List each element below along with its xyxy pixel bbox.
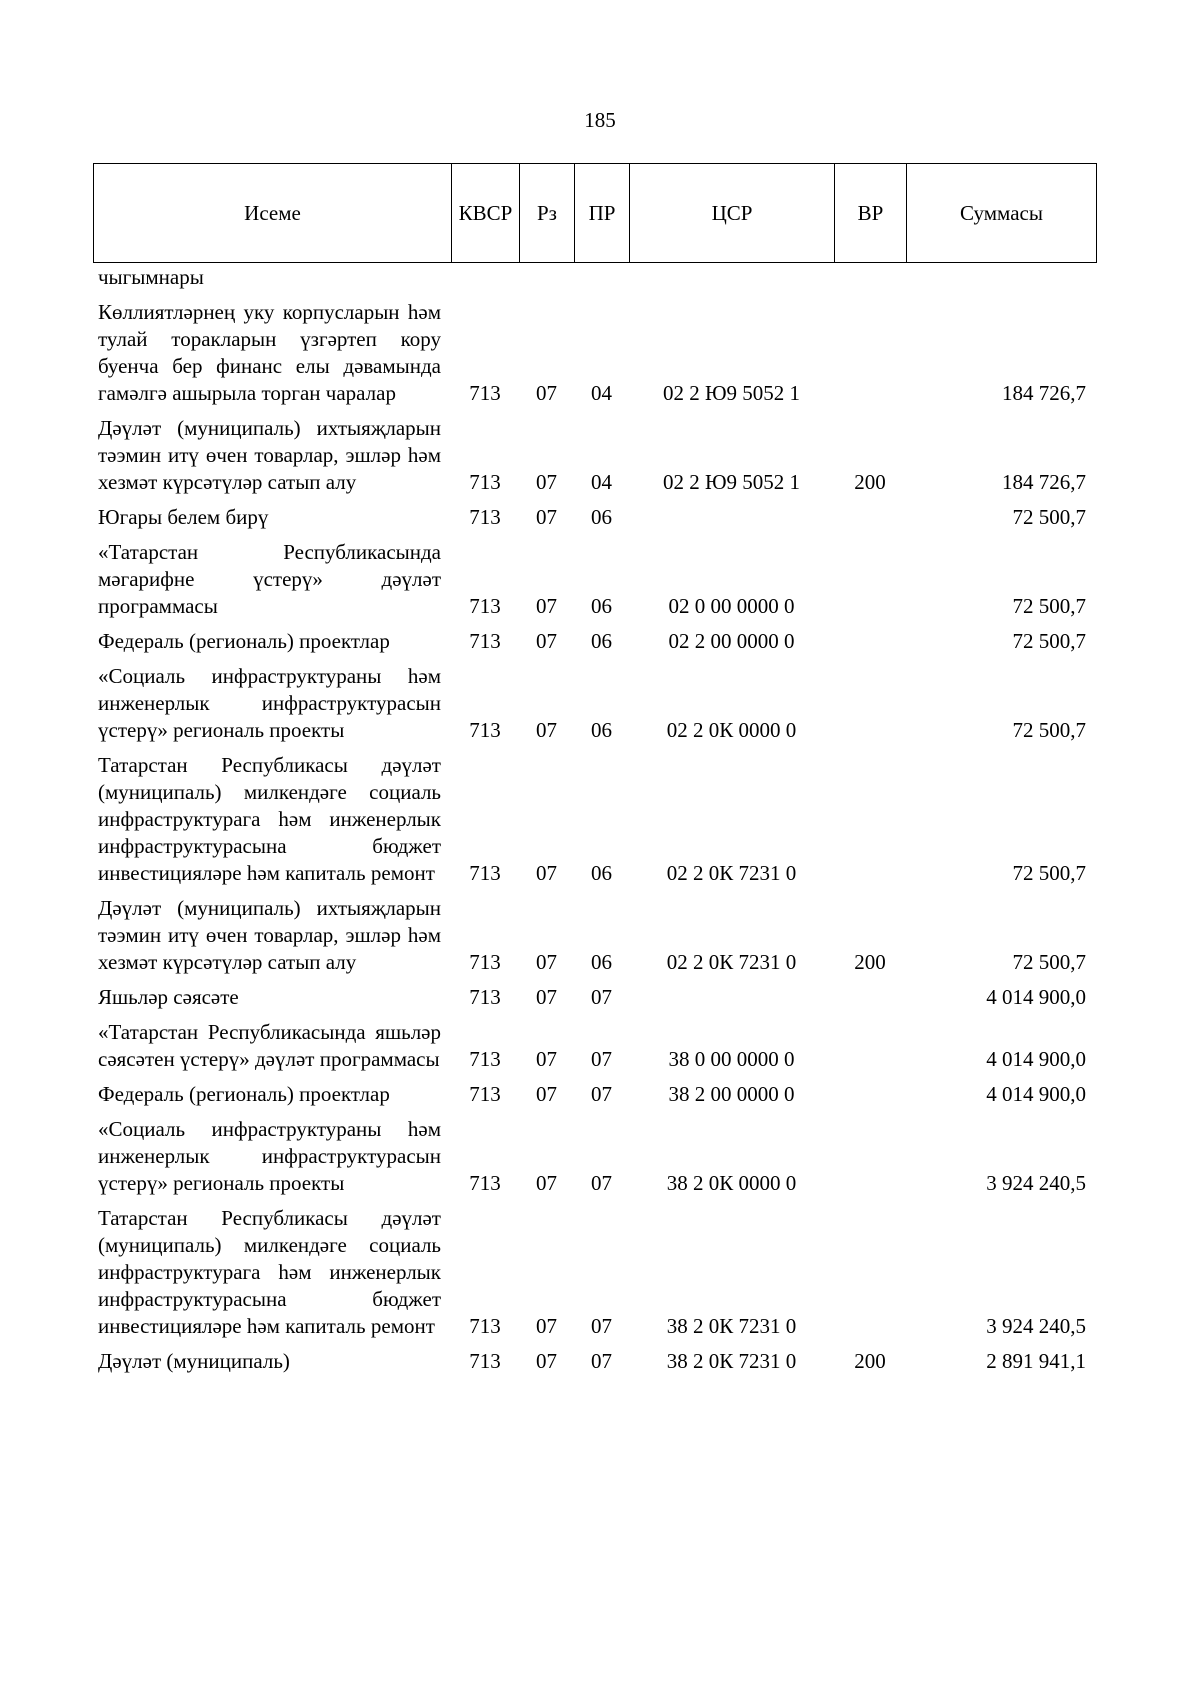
row-name: «Татарстан Республикасында яшьләр сәясәтен үстерү» дәүләт программасы bbox=[98, 1020, 441, 1071]
row-kvsr: 713 bbox=[469, 594, 501, 618]
row-vr bbox=[834, 624, 906, 659]
row-pr: 06 bbox=[591, 950, 612, 974]
row-name: Көллиятләрнең уку корпусларын һәм тулай торакларын үзгәртеп кору буенча бер финанс елы дәвамында гамәлгә ашырыла торган чаралар bbox=[98, 300, 441, 405]
row-kvsr: 713 bbox=[469, 1314, 501, 1338]
row-name: Яшьләр сәясәте bbox=[98, 985, 239, 1009]
row-vr: 200 bbox=[854, 950, 886, 974]
row-pr: 06 bbox=[591, 718, 612, 742]
table-header bbox=[93, 163, 1097, 263]
row-sum: 72 500,7 bbox=[1012, 861, 1086, 885]
row-kvsr: 713 bbox=[469, 1171, 501, 1195]
page-number: 185 bbox=[584, 108, 616, 132]
table-row bbox=[93, 659, 1096, 748]
row-vr bbox=[834, 1201, 906, 1344]
row-vr bbox=[834, 980, 906, 1015]
row-tsr: 02 2 0К 0000 0 bbox=[666, 718, 797, 742]
row-vr bbox=[834, 295, 906, 411]
row-name: Татарстан Республикасы дәүләт (муниципаль) милкендәге социаль инфраструктурага һәм инженерлык инфраструктурасына бюджет инвестицияләре һәм капиталь ремонт bbox=[98, 1206, 441, 1338]
row-name: чыгымнары bbox=[98, 265, 204, 289]
row-rz: 07 bbox=[536, 594, 557, 618]
table-row bbox=[93, 1077, 1096, 1112]
row-rz: 07 bbox=[536, 718, 557, 742]
row-tsr: 38 2 0К 0000 0 bbox=[666, 1171, 797, 1195]
row-name: «Социаль инфраструктураны һәм инженерлык инфраструктурасын үстерү» региональ проекты bbox=[98, 1117, 441, 1195]
row-pr: 07 bbox=[591, 1047, 612, 1071]
row-kvsr: 713 bbox=[469, 950, 501, 974]
row-name: Югары белем бирү bbox=[98, 505, 269, 529]
row-tsr bbox=[629, 980, 834, 1015]
row-name: Дәүләт (муниципаль) ихтыяҗларын тәэмин итү өчен товарлар, эшләр һәм хезмәт күрсәтүләр сатып алу bbox=[98, 416, 441, 494]
row-sum: 3 924 240,5 bbox=[986, 1314, 1086, 1338]
row-kvsr: 713 bbox=[469, 1082, 501, 1106]
row-kvsr: 713 bbox=[469, 1349, 501, 1373]
row-rz: 07 bbox=[536, 1171, 557, 1195]
row-pr: 07 bbox=[591, 1349, 612, 1373]
header-vr: ВР bbox=[835, 164, 907, 263]
row-kvsr: 713 bbox=[469, 470, 501, 494]
row-rz bbox=[519, 264, 574, 295]
row-kvsr: 713 bbox=[469, 505, 501, 529]
row-kvsr: 713 bbox=[469, 629, 501, 653]
row-sum: 72 500,7 bbox=[1012, 950, 1086, 974]
row-name: Федераль (региональ) проектлар bbox=[98, 1082, 390, 1106]
row-sum: 184 726,7 bbox=[1002, 470, 1086, 494]
row-kvsr: 713 bbox=[469, 381, 501, 405]
row-kvsr: 713 bbox=[469, 985, 501, 1009]
row-pr: 04 bbox=[591, 470, 612, 494]
row-name: «Социаль инфраструктураны һәм инженерлык инфраструктурасын үстерү» региональ проекты bbox=[98, 664, 441, 742]
row-rz: 07 bbox=[536, 861, 557, 885]
table-row bbox=[93, 624, 1096, 659]
row-tsr: 02 2 00 0000 0 bbox=[668, 629, 795, 653]
row-vr: 200 bbox=[854, 470, 886, 494]
table-row bbox=[93, 1112, 1096, 1201]
row-tsr: 02 2 Ю9 5052 1 bbox=[662, 381, 801, 405]
row-kvsr: 713 bbox=[469, 718, 501, 742]
row-rz: 07 bbox=[536, 629, 557, 653]
row-sum: 4 014 900,0 bbox=[986, 1082, 1086, 1106]
header-pr: ПР bbox=[575, 164, 630, 263]
table-row bbox=[93, 535, 1096, 624]
row-sum: 72 500,7 bbox=[1012, 718, 1086, 742]
table-row bbox=[93, 1201, 1096, 1344]
budget-table bbox=[93, 264, 1096, 1379]
row-rz: 07 bbox=[536, 381, 557, 405]
row-sum: 184 726,7 bbox=[1002, 381, 1086, 405]
row-pr: 07 bbox=[591, 1314, 612, 1338]
row-name: Татарстан Республикасы дәүләт (муниципаль) милкендәге социаль инфраструктурага һәм инженерлык инфраструктурасына бюджет инвестицияләре һәм капиталь ремонт bbox=[98, 753, 441, 885]
row-kvsr: 713 bbox=[469, 1047, 501, 1071]
row-pr: 07 bbox=[591, 1082, 612, 1106]
table-row bbox=[93, 500, 1096, 535]
row-tsr: 02 0 00 0000 0 bbox=[668, 594, 795, 618]
row-rz: 07 bbox=[536, 505, 557, 529]
row-tsr: 38 2 0К 7231 0 bbox=[666, 1349, 797, 1373]
row-tsr: 38 0 00 0000 0 bbox=[668, 1047, 795, 1071]
row-tsr: 38 2 0К 7231 0 bbox=[666, 1314, 797, 1338]
row-pr bbox=[574, 264, 629, 295]
row-name: Дәүләт (муниципаль) bbox=[98, 1349, 290, 1373]
table-row bbox=[93, 1015, 1096, 1077]
row-vr bbox=[834, 535, 906, 624]
row-vr bbox=[834, 748, 906, 891]
row-rz: 07 bbox=[536, 1047, 557, 1071]
row-vr bbox=[834, 1077, 906, 1112]
row-pr: 06 bbox=[591, 629, 612, 653]
header-name: Исеме bbox=[94, 164, 452, 263]
row-rz: 07 bbox=[536, 1314, 557, 1338]
row-vr bbox=[834, 500, 906, 535]
row-sum: 72 500,7 bbox=[1012, 629, 1086, 653]
row-sum: 4 014 900,0 bbox=[986, 1047, 1086, 1071]
row-kvsr: 713 bbox=[469, 861, 501, 885]
row-tsr: 02 2 Ю9 5052 1 bbox=[662, 470, 801, 494]
row-pr: 04 bbox=[591, 381, 612, 405]
row-tsr: 38 2 00 0000 0 bbox=[668, 1082, 795, 1106]
table-row bbox=[93, 264, 1096, 295]
header-sum: Суммасы bbox=[907, 164, 1097, 263]
row-sum: 3 924 240,5 bbox=[986, 1171, 1086, 1195]
row-rz: 07 bbox=[536, 985, 557, 1009]
header-kvsr: КВСР bbox=[452, 164, 520, 263]
row-sum: 4 014 900,0 bbox=[986, 985, 1086, 1009]
row-name: Дәүләт (муниципаль) ихтыяҗларын тәэмин итү өчен товарлар, эшләр һәм хезмәт күрсәтүләр сатып алу bbox=[98, 896, 441, 974]
table-row bbox=[93, 1344, 1096, 1379]
row-tsr: 02 2 0К 7231 0 bbox=[666, 950, 797, 974]
row-vr bbox=[834, 1015, 906, 1077]
row-vr: 200 bbox=[854, 1349, 886, 1373]
row-name: «Татарстан Республикасында мәгарифне үстерү» дәүләт программасы bbox=[98, 540, 441, 618]
header-tsr: ЦСР bbox=[630, 164, 835, 263]
row-vr bbox=[834, 659, 906, 748]
row-pr: 06 bbox=[591, 861, 612, 885]
row-pr: 07 bbox=[591, 1171, 612, 1195]
table-row bbox=[93, 748, 1096, 891]
row-sum: 72 500,7 bbox=[1012, 594, 1086, 618]
row-kvsr bbox=[451, 264, 519, 295]
row-pr: 06 bbox=[591, 594, 612, 618]
row-name: Федераль (региональ) проектлар bbox=[98, 629, 390, 653]
row-sum: 72 500,7 bbox=[1012, 505, 1086, 529]
table-row bbox=[93, 411, 1096, 500]
row-pr: 07 bbox=[591, 985, 612, 1009]
row-pr: 06 bbox=[591, 505, 612, 529]
table-row bbox=[93, 295, 1096, 411]
row-vr bbox=[834, 1112, 906, 1201]
header-rz: Рз bbox=[520, 164, 575, 263]
row-rz: 07 bbox=[536, 1349, 557, 1373]
row-sum: 2 891 941,1 bbox=[986, 1349, 1086, 1373]
row-sum bbox=[906, 264, 1096, 295]
row-tsr: 02 2 0К 7231 0 bbox=[666, 861, 797, 885]
table-row bbox=[93, 980, 1096, 1015]
row-rz: 07 bbox=[536, 1082, 557, 1106]
row-tsr bbox=[629, 500, 834, 535]
row-rz: 07 bbox=[536, 470, 557, 494]
row-rz: 07 bbox=[536, 950, 557, 974]
row-vr bbox=[834, 264, 906, 295]
table-row bbox=[93, 891, 1096, 980]
row-tsr bbox=[629, 264, 834, 295]
